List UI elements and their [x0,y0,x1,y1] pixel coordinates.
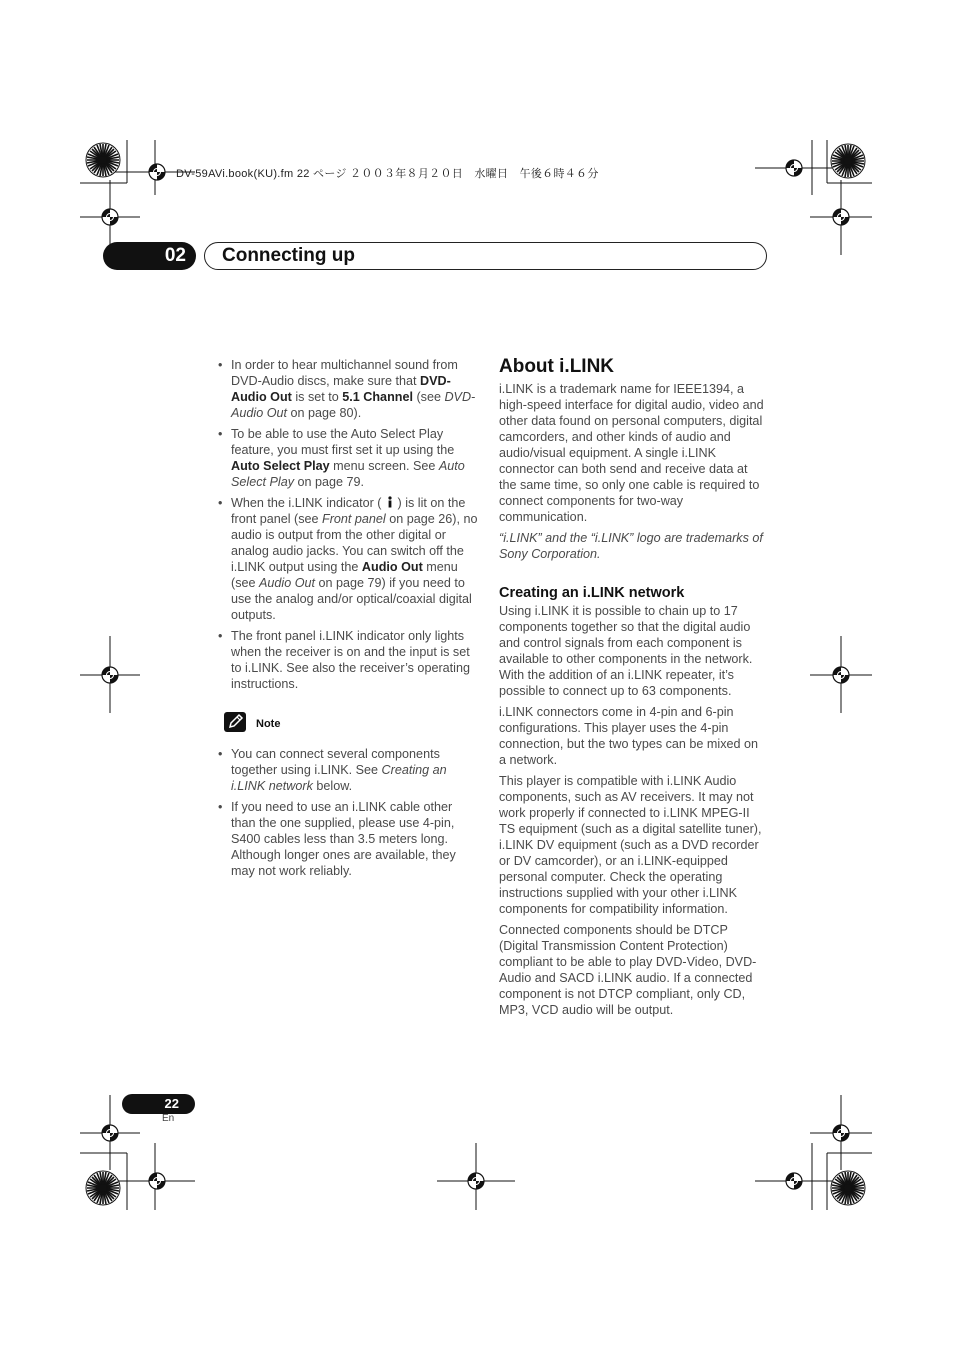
text: on page 79) if you need to use the analog and/or optical/coaxial digital outputs. [231,576,472,622]
trademark-notice: “i.LINK” and the “i.LINK” logo are trademarks of Sony Corporation. [499,531,763,561]
list-item [216,357,478,421]
cross-reference: DVD-Audio Out [231,390,476,420]
cross-reference: Creating an i.LINK network [231,763,447,793]
page-number: 22 [122,1094,195,1114]
chapter-number-badge: 02 [103,242,196,270]
text: menu screen. See [329,459,439,473]
page-language: En [162,1113,175,1124]
bullet-dot: • [218,358,223,372]
text: on page 79. [294,475,365,489]
setting-value: 5.1 Channel [342,390,413,404]
text: The front panel i.LINK indicator only lights when the receiver is on and the input is set to i.LINK. See also the receiver’s operating instructions. [231,629,470,691]
paragraph: Using i.LINK it is possible to chain up to 17 components together so that the digital audio and control signals from each component is available to other components in the network. With the addition of an i.LINK repeater, it’s possible to connect up to 63 components. [499,604,753,698]
text: (see [412,390,445,404]
text: menu (see [231,560,458,590]
list-item [216,426,478,490]
list-item [216,746,478,794]
section-heading: About i.LINK [499,356,615,377]
cross-reference: Audio Out [259,576,316,590]
bullet-dot: • [218,629,223,643]
setting-name: DVD-Audio Out [231,374,451,404]
text: on page 26), no audio is output from the other digital or analog audio jacks. You can switch off the i.LINK output using the [231,512,478,574]
paragraph: Connected components should be DTCP (Digital Transmission Content Protection) compliant to be able to play DVD-Video, DVD-Audio and SACD i.LINK audio. If a connected component is not DTCP compliant, only CD, MP3, VCD audio will be output. [499,923,757,1017]
right-column [499,355,767,1023]
text: When the i.LINK indicator ( [231,496,382,510]
bullet-dot: • [218,747,223,761]
cross-reference: Front panel [322,512,386,526]
bullet-dot: • [218,496,223,510]
setting-name: Auto Select Play [231,459,330,473]
bullet-dot: • [218,800,223,814]
pencil-icon [224,712,246,732]
file-header: DV-59AVi.book(KU).fm 22 ページ ２００３年８月２０日 水曜日 午後６時４６分 [176,168,599,180]
chapter-title: Connecting up [222,245,355,266]
text: on page 80). [287,406,362,420]
list-item [216,628,478,692]
cross-reference: Auto Select Play [231,459,465,489]
paragraph: This player is compatible with i.LINK Audio components, such as AV receivers. It may not work properly if connected to i.LINK MPEG-II TS equipment (such as a digital satellite tuner), i.LINK DV equipment (such as a DVD recorder or DV camcorder), or an i.LINK-equipped personal computer. Check the operating instructions supplied with your other i.LINK components for compatibility information. [499,774,762,916]
paragraph: i.LINK is a trademark name for IEEE1394, a high-speed interface for digital audio, video and other data found on personal computers, digital camcorders, and other kinds of audio and audio/visual equipment. A single i.LINK connector can both send and receive data at the same time, so only one cable is required to connect components for two-way communication. [499,382,764,524]
text: You can connect several components together using i.LINK. See [231,747,440,777]
subsection-heading: Creating an i.LINK network [499,585,685,601]
text: ) is lit on the front panel (see [231,496,466,526]
text: To be able to use the Auto Select Play feature, you must first set it up using the [231,427,455,457]
ilink-indicator-icon [384,496,396,508]
text: is set to [291,390,343,404]
setting-name: Audio Out [361,560,423,574]
text: If you need to use an i.LINK cable other than the one supplied, please use 4-pin, S400 cables less than 3.5 meters long. Although longer ones are available, they may not work reliably. [231,800,456,878]
text: below. [312,779,353,793]
list-item [216,799,478,879]
note-label: Note [256,718,281,730]
note-header [216,712,478,734]
text: In order to hear multichannel sound from DVD-Audio discs, make sure that [231,358,458,388]
bullet-dot: • [218,427,223,441]
left-column [216,357,478,884]
list-item [216,495,478,623]
paragraph: i.LINK connectors come in 4-pin and 6-pin configurations. This player uses the 4-pin connection, but the two types can be mixed on a network. [499,705,759,767]
